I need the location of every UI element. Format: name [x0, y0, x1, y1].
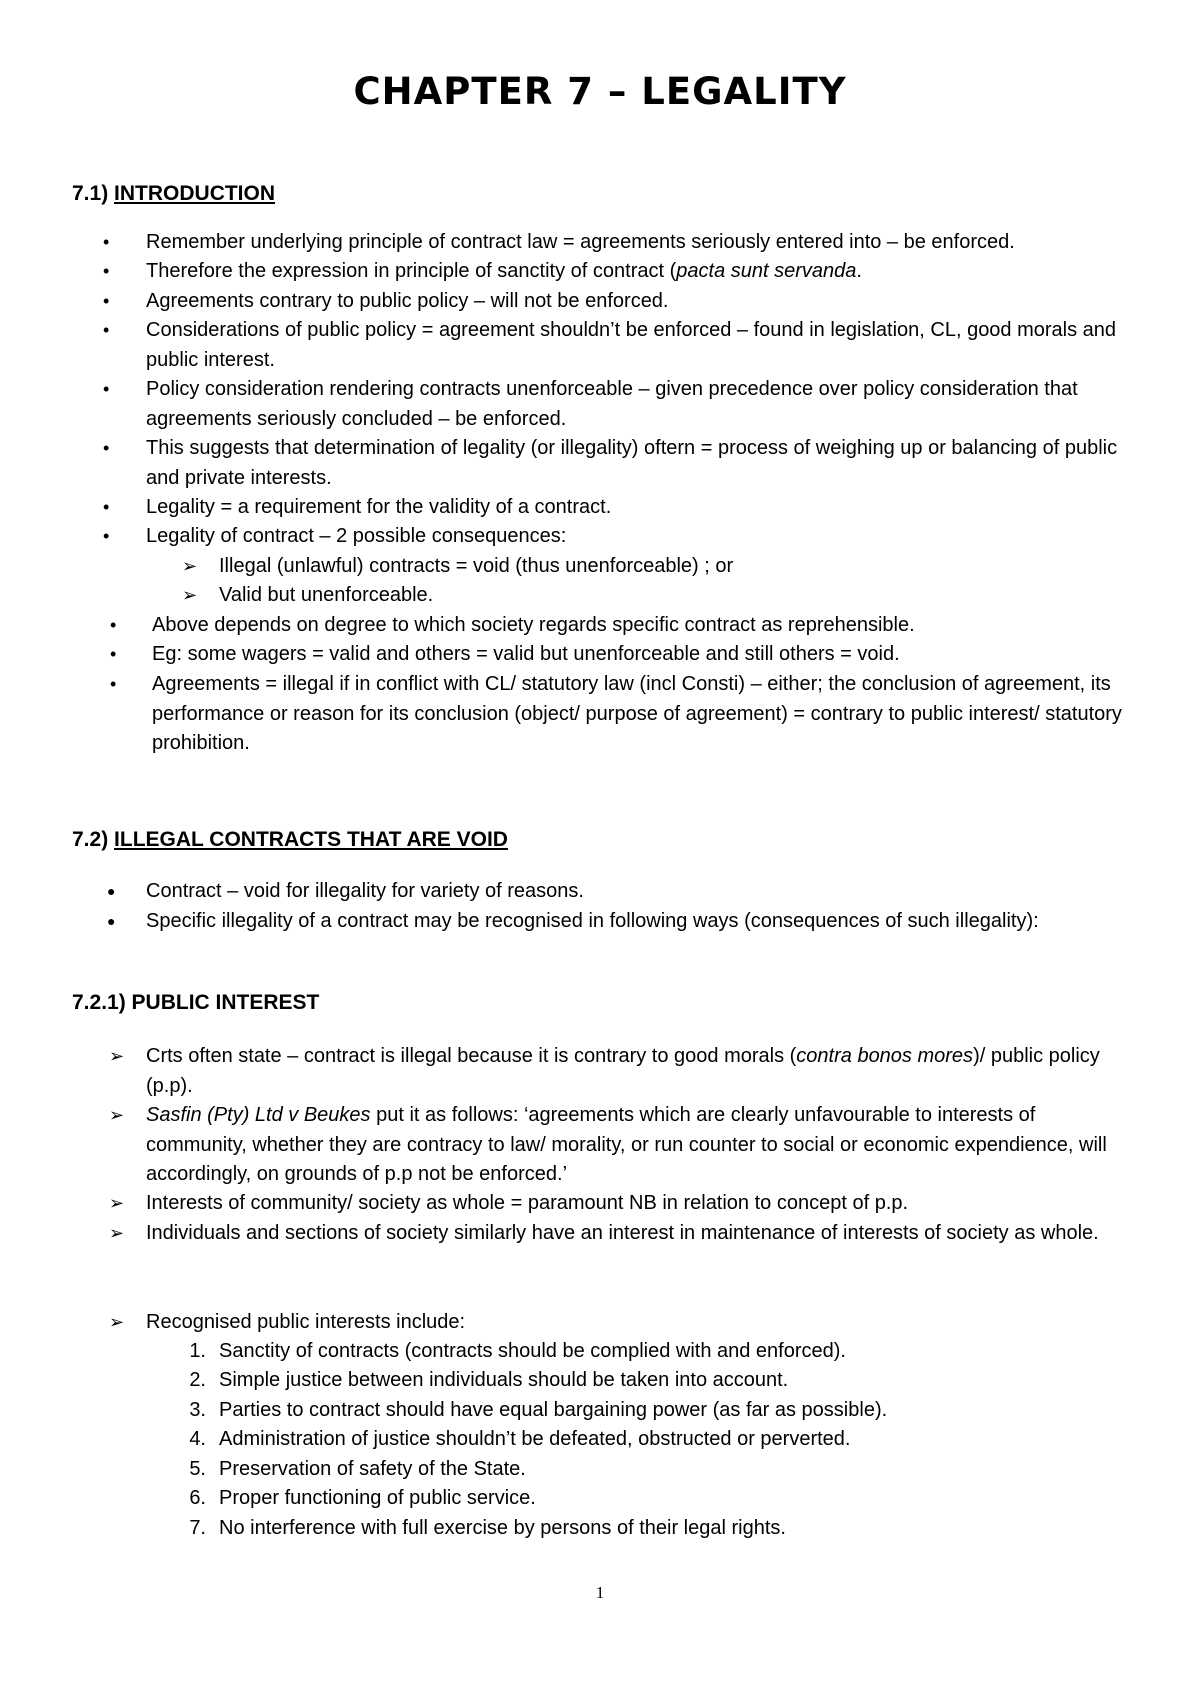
- intro-bullet-5: Policy consideration rendering contracts unenforceable – given precedence over policy consideration that agreements seriously concluded – be enforced.: [146, 378, 1078, 430]
- recognised-interest-item: Sanctity of contracts (contracts should be complied with and enforced).: [219, 1340, 846, 1362]
- recognised-interest-item: Proper functioning of public service.: [219, 1487, 536, 1509]
- list-number: 4.: [189, 1428, 206, 1450]
- public-interest-point-3: Interests of community/ society as whole = paramount NB in relation to concept of p.p.: [146, 1192, 909, 1214]
- recognised-interest-item: Simple justice between individuals should be taken into account.: [219, 1369, 789, 1391]
- bullet-marker: •: [110, 615, 117, 635]
- void-bullet-2: Specific illegality of a contract may be recognised in following ways (consequences of such illegality):: [146, 910, 1039, 932]
- section-number: 7.2): [72, 828, 115, 851]
- intro-bullet-6: This suggests that determination of legality (or illegality) oftern = process of weighing up or balancing of public and private interests.: [146, 437, 1118, 489]
- page-number: 1: [595, 1583, 605, 1602]
- section-number: 7.1): [72, 182, 115, 205]
- intro-bullet-10: Eg: some wagers = valid and others = valid but unenforceable and still others = void.: [152, 643, 900, 665]
- intro-bullet-3: Agreements contrary to public policy – will not be enforced.: [146, 290, 669, 312]
- intro-bullet-8: Legality of contract – 2 possible consequences:: [146, 525, 567, 547]
- section-heading-introduction: [72, 182, 275, 206]
- bullet-marker: •: [103, 232, 110, 252]
- sanctity-suffix: .: [856, 260, 862, 282]
- arrow-marker: ➢: [109, 1046, 125, 1066]
- public-interest-point-4: Individuals and sections of society similarly have an interest in maintenance of interests of society as whole.: [146, 1222, 1099, 1244]
- case-name: Sasfin (Pty) Ltd v Beukes: [146, 1104, 371, 1126]
- intro-bullet-4: Considerations of public policy = agreement shouldn’t be enforced – found in legislation, CL, good morals and public interest.: [146, 319, 1117, 371]
- dot-marker: ●: [107, 913, 116, 929]
- bullet-marker: •: [103, 526, 110, 546]
- intro-bullet-1: Remember underlying principle of contract law = agreements seriously entered into – be enforced.: [146, 231, 1015, 253]
- subsection-heading-public-interest: 7.2.1) PUBLIC INTEREST: [72, 991, 320, 1014]
- arrow-marker: ➢: [109, 1193, 125, 1213]
- crts-suffix: )/ public policy (p.p).: [146, 1045, 1100, 1097]
- list-number: 7.: [189, 1517, 206, 1539]
- intro-sub-bullet-1: Illegal (unlawful) contracts = void (thus unenforceable) ; or: [219, 555, 734, 577]
- case-quote: put it as follows: ‘agreements which are clearly unfavourable to interests of community, whether they are contracy to law/ morality, or run counter to social or economic expendience, will accordingly, on grounds of p.p not be enforced.’: [146, 1104, 1107, 1185]
- list-number: 5.: [189, 1458, 206, 1480]
- sanctity-latin: pacta sunt servanda: [676, 260, 857, 282]
- recognised-interest-item: No interference with full exercise by persons of their legal rights.: [219, 1517, 786, 1539]
- intro-sub-bullet-2: Valid but unenforceable.: [219, 584, 434, 606]
- arrow-marker: ➢: [182, 585, 198, 605]
- bullet-marker: •: [110, 644, 117, 664]
- section-title: ILLEGAL CONTRACTS THAT ARE VOID: [114, 828, 508, 851]
- bullet-marker: •: [103, 261, 110, 281]
- arrow-marker: ➢: [109, 1312, 125, 1332]
- recognised-interest-item: Administration of justice shouldn’t be defeated, obstructed or perverted.: [219, 1428, 851, 1450]
- arrow-marker: ➢: [109, 1105, 125, 1125]
- dot-marker: ●: [107, 883, 116, 899]
- crts-text: Crts often state – contract is illegal because it is contrary to good morals (: [146, 1045, 797, 1067]
- intro-bullet-11: Agreements = illegal if in conflict with CL/ statutory law (incl Consti) – either; the conclusion of agreement, its performance or reason for its conclusion (object/ purpose of agreement) = contrary to public interest/ statutory prohibition.: [152, 673, 1122, 754]
- bullet-marker: •: [103, 320, 110, 340]
- section-title: INTRODUCTION: [114, 182, 276, 205]
- intro-bullet-2: [146, 257, 1126, 287]
- crts-latin: contra bonos mores: [796, 1045, 974, 1067]
- recognised-interest-item: Parties to contract should have equal bargaining power (as far as possible).: [219, 1399, 888, 1421]
- list-number: 6.: [189, 1487, 206, 1509]
- page-title: CHAPTER 7 – LEGALITY: [353, 70, 847, 113]
- recognised-interests-intro: Recognised public interests include:: [146, 1311, 466, 1333]
- bullet-marker: •: [103, 379, 110, 399]
- bullet-marker: •: [103, 497, 110, 517]
- intro-bullet-7: Legality = a requirement for the validity of a contract.: [146, 496, 612, 518]
- public-interest-point-2: [146, 1101, 1126, 1190]
- section-heading-void-contracts: [72, 828, 508, 852]
- bullet-marker: •: [103, 438, 110, 458]
- arrow-marker: ➢: [182, 556, 198, 576]
- intro-bullet-9: Above depends on degree to which society regards specific contract as reprehensible.: [152, 614, 915, 636]
- list-number: 3.: [189, 1399, 206, 1421]
- recognised-interest-item: Preservation of safety of the State.: [219, 1458, 526, 1480]
- void-bullet-1: Contract – void for illegality for variety of reasons.: [146, 880, 584, 902]
- sanctity-text: Therefore the expression in principle of sanctity of contract (: [146, 260, 677, 282]
- arrow-marker: ➢: [109, 1223, 125, 1243]
- public-interest-point-1: [146, 1042, 1126, 1101]
- list-number: 1.: [189, 1340, 206, 1362]
- bullet-marker: •: [103, 291, 110, 311]
- bullet-marker: •: [110, 674, 117, 694]
- list-number: 2.: [189, 1369, 206, 1391]
